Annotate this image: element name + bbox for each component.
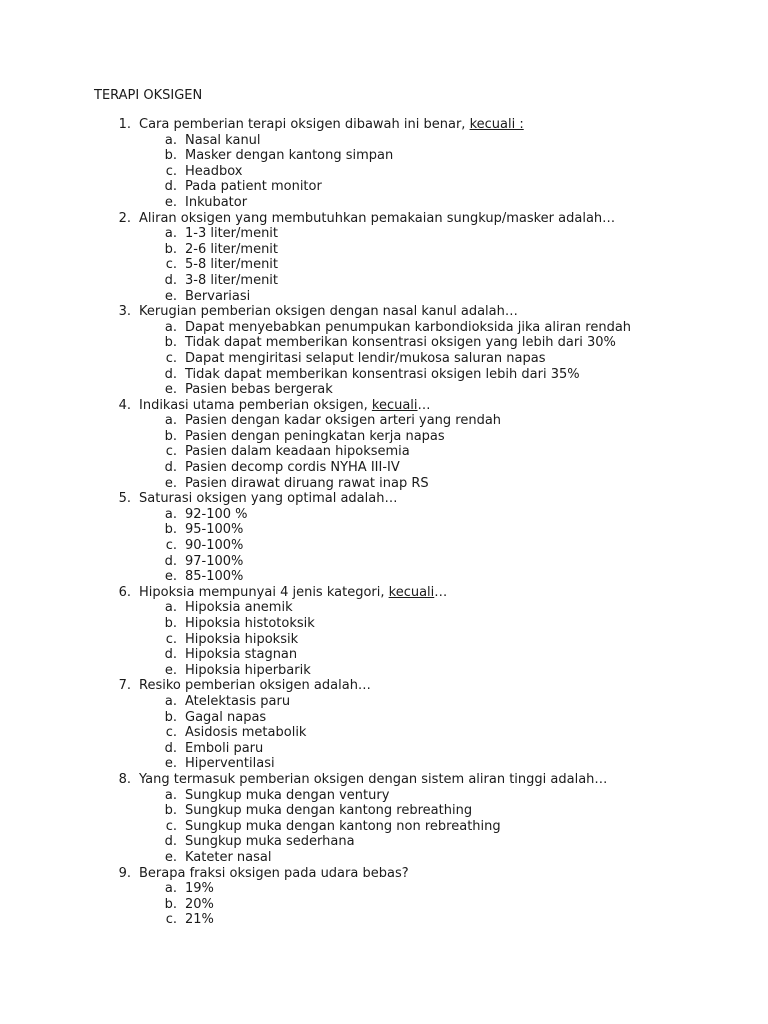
option-text: Masker dengan kantong simpan bbox=[185, 148, 394, 164]
answer-option bbox=[0, 538, 768, 554]
option-letter: b. bbox=[164, 803, 177, 819]
question-row bbox=[0, 491, 768, 507]
option-letter: e. bbox=[164, 756, 177, 772]
option-text: 90-100% bbox=[185, 538, 244, 554]
answer-option bbox=[0, 834, 768, 850]
question-item bbox=[0, 772, 768, 866]
option-text: Pasien dengan kadar oksigen arteri yang rendah bbox=[185, 413, 502, 429]
option-letter: e. bbox=[164, 288, 177, 304]
answer-option bbox=[0, 850, 768, 866]
question-number: 3. bbox=[118, 304, 131, 320]
question-number: 8. bbox=[118, 771, 131, 787]
option-text: 2-6 liter/menit bbox=[185, 241, 279, 257]
option-text: Hiperventilasi bbox=[185, 756, 275, 772]
option-letter: e. bbox=[164, 569, 177, 585]
answer-option bbox=[0, 476, 768, 492]
answer-option bbox=[0, 912, 768, 928]
option-text: Sungkup muka dengan kantong non rebreathing bbox=[185, 818, 501, 834]
question-row bbox=[0, 398, 768, 414]
option-letter: d. bbox=[164, 740, 177, 756]
question-item bbox=[0, 678, 768, 772]
option-text: Kateter nasal bbox=[185, 849, 272, 865]
option-text: 19% bbox=[185, 881, 214, 897]
answer-option bbox=[0, 460, 768, 476]
option-letter: c. bbox=[165, 257, 177, 273]
option-text: 20% bbox=[185, 896, 214, 912]
option-letter: a. bbox=[164, 132, 177, 148]
question-text bbox=[139, 398, 431, 414]
document-title: TERAPI OKSIGEN bbox=[94, 88, 203, 103]
option-letter: b. bbox=[164, 428, 177, 444]
option-text: Nasal kanul bbox=[185, 132, 261, 148]
question-number: 6. bbox=[118, 584, 131, 600]
answer-option bbox=[0, 616, 768, 632]
option-list bbox=[0, 881, 768, 928]
option-letter: b. bbox=[164, 896, 177, 912]
option-text: Sungkup muka sederhana bbox=[185, 834, 355, 850]
question-text-main: Kerugian pemberian oksigen dengan nasal kanul adalah… bbox=[139, 304, 518, 320]
answer-option bbox=[0, 242, 768, 258]
answer-option bbox=[0, 367, 768, 383]
answer-option bbox=[0, 429, 768, 445]
question-text-suffix: … bbox=[434, 584, 448, 600]
answer-option bbox=[0, 569, 768, 585]
option-list bbox=[0, 507, 768, 585]
option-text: Tidak dapat memberikan konsentrasi oksigen lebih dari 35% bbox=[185, 366, 580, 382]
answer-option bbox=[0, 756, 768, 772]
question-item bbox=[0, 491, 768, 585]
answer-option bbox=[0, 226, 768, 242]
option-letter: a. bbox=[164, 881, 177, 897]
answer-option bbox=[0, 522, 768, 538]
question-row bbox=[0, 211, 768, 227]
question-text-main: Resiko pemberian oksigen adalah… bbox=[139, 678, 371, 694]
answer-option bbox=[0, 320, 768, 336]
question-item bbox=[0, 866, 768, 928]
option-letter: e. bbox=[164, 662, 177, 678]
option-letter: a. bbox=[164, 226, 177, 242]
option-letter: c. bbox=[165, 912, 177, 928]
option-text: Gagal napas bbox=[185, 709, 267, 725]
question-text-main: Cara pemberian terapi oksigen dibawah ini benar, bbox=[139, 117, 470, 132]
option-list bbox=[0, 320, 768, 398]
answer-option bbox=[0, 444, 768, 460]
option-text: Pasien dirawat diruang rawat inap RS bbox=[185, 475, 429, 491]
option-letter: d. bbox=[164, 272, 177, 288]
option-letter: e. bbox=[164, 475, 177, 491]
answer-option bbox=[0, 663, 768, 679]
option-letter: c. bbox=[165, 818, 177, 834]
question-text-underlined: kecuali : bbox=[469, 117, 524, 132]
option-text: Headbox bbox=[185, 163, 243, 179]
option-letter: d. bbox=[164, 553, 177, 569]
question-item bbox=[0, 211, 768, 305]
option-text: Inkubator bbox=[185, 194, 248, 210]
answer-option bbox=[0, 725, 768, 741]
option-letter: c. bbox=[165, 538, 177, 554]
answer-option bbox=[0, 803, 768, 819]
option-text: Hipoksia stagnan bbox=[185, 647, 298, 663]
answer-option bbox=[0, 897, 768, 913]
question-row bbox=[0, 772, 768, 788]
question-row bbox=[0, 678, 768, 694]
answer-option bbox=[0, 554, 768, 570]
answer-option bbox=[0, 710, 768, 726]
option-letter: c. bbox=[165, 631, 177, 647]
option-letter: d. bbox=[164, 366, 177, 382]
option-text: Tidak dapat memberikan konsentrasi oksigen yang lebih dari 30% bbox=[185, 335, 616, 351]
option-list bbox=[0, 694, 768, 772]
question-text-main: Hipoksia mempunyai 4 jenis kategori, bbox=[139, 584, 389, 600]
question-row bbox=[0, 866, 768, 882]
question-number: 9. bbox=[118, 865, 131, 881]
question-text-underlined: kecuali bbox=[388, 584, 435, 600]
question-item bbox=[0, 398, 768, 492]
option-text: Hipoksia hiperbarik bbox=[185, 662, 311, 678]
option-text: Sungkup muka dengan kantong rebreathing bbox=[185, 803, 473, 819]
answer-option bbox=[0, 788, 768, 804]
question-text-underlined: kecuali bbox=[371, 397, 418, 413]
option-letter: d. bbox=[164, 647, 177, 663]
question-text-main: Saturasi oksigen yang optimal adalah… bbox=[139, 491, 398, 507]
answer-option bbox=[0, 632, 768, 648]
option-list bbox=[0, 788, 768, 866]
option-text: 92-100 % bbox=[185, 506, 248, 522]
option-letter: d. bbox=[164, 834, 177, 850]
question-row bbox=[0, 304, 768, 320]
question-text bbox=[139, 117, 524, 133]
option-letter: e. bbox=[164, 194, 177, 210]
answer-option bbox=[0, 148, 768, 164]
question-text bbox=[139, 772, 607, 788]
option-letter: a. bbox=[164, 506, 177, 522]
option-letter: c. bbox=[165, 350, 177, 366]
option-letter: c. bbox=[165, 725, 177, 741]
option-text: Pasien bebas bergerak bbox=[185, 382, 333, 398]
option-text: Hipoksia histotoksik bbox=[185, 616, 315, 631]
option-letter: a. bbox=[164, 600, 177, 616]
answer-option bbox=[0, 179, 768, 195]
question-number: 1. bbox=[118, 117, 131, 132]
option-text: 85-100% bbox=[185, 569, 244, 585]
option-text: 97-100% bbox=[185, 553, 244, 569]
question-text-main: Aliran oksigen yang membutuhkan pemakaian sungkup/masker adalah… bbox=[139, 210, 616, 226]
question-item bbox=[0, 117, 768, 211]
option-letter: b. bbox=[164, 335, 177, 351]
option-text: Emboli paru bbox=[185, 740, 264, 756]
option-letter: b. bbox=[164, 241, 177, 257]
option-letter: e. bbox=[164, 849, 177, 865]
answer-option bbox=[0, 351, 768, 367]
question-text bbox=[139, 866, 409, 882]
option-letter: c. bbox=[165, 163, 177, 179]
answer-option bbox=[0, 741, 768, 757]
option-text: Asidosis metabolik bbox=[185, 725, 307, 741]
option-letter: a. bbox=[164, 693, 177, 709]
answer-option bbox=[0, 819, 768, 835]
answer-option bbox=[0, 195, 768, 211]
answer-option bbox=[0, 600, 768, 616]
option-text: Dapat menyebabkan penumpukan karbondioksida jika aliran rendah bbox=[185, 319, 632, 335]
question-text bbox=[139, 211, 615, 227]
option-letter: d. bbox=[164, 179, 177, 195]
option-text: 1-3 liter/menit bbox=[185, 226, 279, 242]
question-text bbox=[139, 491, 397, 507]
option-letter: a. bbox=[164, 787, 177, 803]
answer-option bbox=[0, 413, 768, 429]
option-list bbox=[0, 133, 768, 211]
question-number: 7. bbox=[118, 678, 131, 694]
answer-option bbox=[0, 507, 768, 523]
question-text bbox=[139, 585, 447, 601]
option-text: Pada patient monitor bbox=[185, 179, 322, 195]
option-text: Pasien decomp cordis NYHA III-IV bbox=[185, 460, 400, 476]
option-text: 95-100% bbox=[185, 522, 244, 538]
option-letter: b. bbox=[164, 148, 177, 164]
question-item bbox=[0, 304, 768, 398]
option-letter: a. bbox=[164, 319, 177, 335]
option-text: 21% bbox=[185, 912, 214, 928]
option-letter: a. bbox=[164, 413, 177, 429]
question-text-suffix: … bbox=[417, 397, 431, 413]
answer-option bbox=[0, 133, 768, 149]
question-number: 2. bbox=[118, 210, 131, 226]
option-text: Pasien dalam keadaan hipoksemia bbox=[185, 444, 410, 460]
option-letter: b. bbox=[164, 709, 177, 725]
option-letter: d. bbox=[164, 460, 177, 476]
answer-option bbox=[0, 257, 768, 273]
option-list bbox=[0, 413, 768, 491]
option-text: Bervariasi bbox=[185, 288, 251, 304]
answer-option bbox=[0, 382, 768, 398]
answer-option bbox=[0, 289, 768, 305]
option-letter: c. bbox=[165, 444, 177, 460]
option-text: Sungkup muka dengan ventury bbox=[185, 787, 390, 803]
question-text-main: Berapa fraksi oksigen pada udara bebas? bbox=[139, 865, 409, 881]
option-text: Pasien dengan peningkatan kerja napas bbox=[185, 428, 445, 444]
option-letter: b. bbox=[164, 522, 177, 538]
answer-option bbox=[0, 335, 768, 351]
question-text-main: Yang termasuk pemberian oksigen dengan sistem aliran tinggi adalah… bbox=[139, 771, 608, 787]
question-number: 4. bbox=[118, 397, 131, 413]
option-text: 3-8 liter/menit bbox=[185, 272, 279, 288]
question-row bbox=[0, 585, 768, 601]
answer-option bbox=[0, 881, 768, 897]
option-text: Hipoksia anemik bbox=[185, 600, 293, 616]
question-text bbox=[139, 678, 371, 694]
option-list bbox=[0, 226, 768, 304]
answer-option bbox=[0, 164, 768, 180]
option-text: Atelektasis paru bbox=[185, 693, 291, 709]
option-text: Hipoksia hipoksik bbox=[185, 631, 299, 647]
option-letter: b. bbox=[164, 616, 177, 631]
question-list bbox=[0, 117, 768, 928]
option-list bbox=[0, 600, 768, 678]
option-letter: e. bbox=[164, 382, 177, 398]
option-text: 5-8 liter/menit bbox=[185, 257, 279, 273]
question-item bbox=[0, 585, 768, 679]
answer-option bbox=[0, 647, 768, 663]
question-row bbox=[0, 117, 768, 133]
answer-option bbox=[0, 273, 768, 289]
option-text: Dapat mengiritasi selaput lendir/mukosa saluran napas bbox=[185, 350, 546, 366]
question-number: 5. bbox=[118, 491, 131, 507]
question-text bbox=[139, 304, 518, 320]
question-text-main: Indikasi utama pemberian oksigen, bbox=[139, 397, 372, 413]
answer-option bbox=[0, 694, 768, 710]
